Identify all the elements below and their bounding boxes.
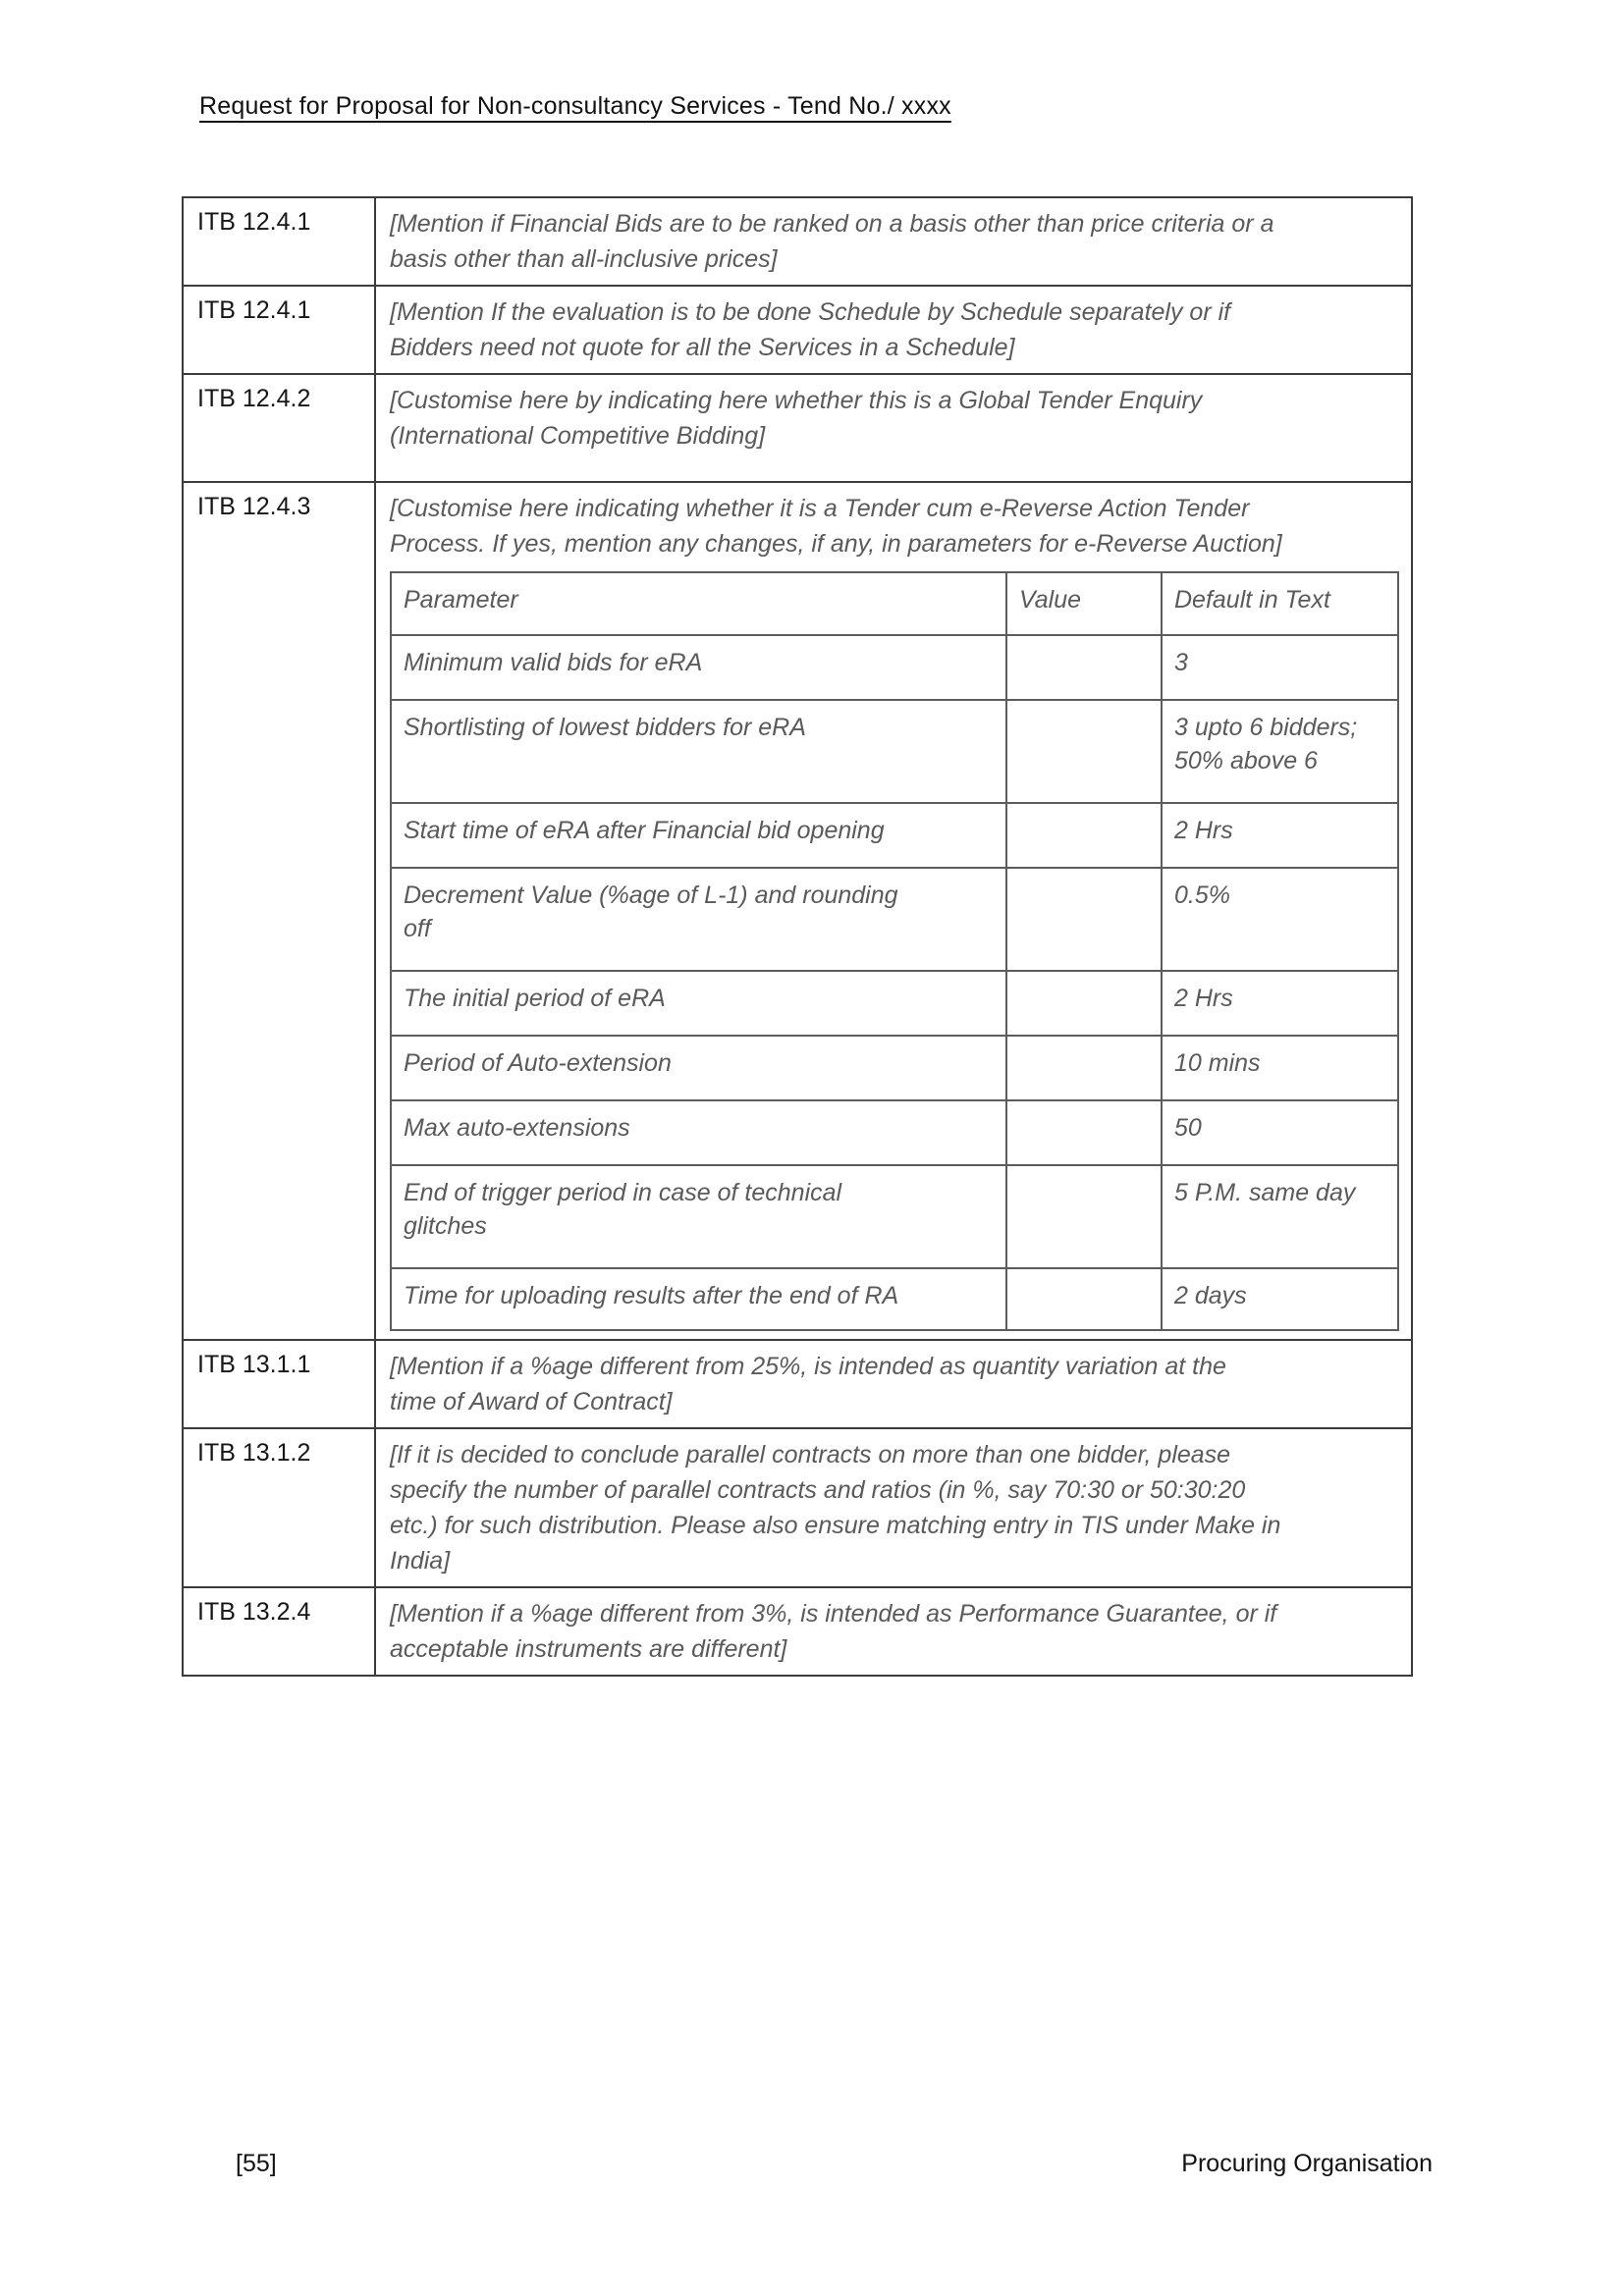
table-row [183,482,1412,1340]
clause-cell [375,286,1412,374]
table-row [183,286,1412,374]
page-number: [55] [236,2150,277,2177]
clause-id: ITB 12.4.1 [183,286,375,374]
clause-cell [375,374,1412,482]
era-parameter-cell: Period of Auto-extension [391,1036,1006,1100]
table-row [183,1428,1412,1587]
era-value-cell [1006,700,1162,803]
era-value-cell [1006,635,1162,700]
era-row [391,1268,1398,1330]
footer-organisation: Procuring Organisation [1181,2150,1433,2177]
clause-text: [If it is decided to conclude parallel contracts on more than one bidder, please specify the number of parallel contracts and ratios (in %, say 70:30 or 50:30:20 etc.) for such distribution. Please also ensure matching entry in TIS under Make in India] [390,1441,1281,1575]
clause-cell [375,1340,1412,1428]
era-parameters-table [390,571,1399,1331]
era-parameter-cell: Time for uploading results after the end of RA [391,1268,1006,1330]
clause-cell [375,1428,1412,1587]
era-default-cell: 10 mins [1162,1036,1398,1100]
era-parameter-cell: The initial period of eRA [391,971,1006,1036]
era-row [391,803,1398,868]
era-row [391,1100,1398,1165]
era-default-cell: 2 Hrs [1162,971,1398,1036]
clause-text: [Mention if Financial Bids are to be ranked on a basis other than price criteria or a basis other than all-inclusive prices] [390,210,1274,273]
era-value-cell [1006,1268,1162,1330]
clause-cell [375,1587,1412,1676]
era-value-cell [1006,1036,1162,1100]
era-parameter-cell: Start time of eRA after Financial bid opening [391,803,1006,868]
era-parameter-cell: Minimum valid bids for eRA [391,635,1006,700]
era-value-cell [1006,1165,1162,1268]
era-default-cell: 50 [1162,1100,1398,1165]
era-default-cell: 0.5% [1162,868,1398,971]
era-row [391,700,1398,803]
clause-text: [Mention if a %age different from 3%, is intended as Performance Guarantee, or if acceptable instruments are different] [390,1600,1277,1663]
era-parameter-cell: End of trigger period in case of technical glitches [391,1165,1006,1268]
era-header-row [391,572,1398,635]
clause-id: ITB 12.4.2 [183,374,375,482]
clause-id: ITB 13.1.2 [183,1428,375,1587]
table-row [183,197,1412,286]
era-parameter-cell: Shortlisting of lowest bidders for eRA [391,700,1006,803]
clause-cell [375,482,1412,1340]
era-row [391,635,1398,700]
page-header: Request for Proposal for Non-consultancy Services - Tend No./ xxxx [199,92,951,120]
era-default-cell: 2 Hrs [1162,803,1398,868]
clause-table [182,196,1413,1677]
era-value-cell [1006,1100,1162,1165]
era-value-cell [1006,868,1162,971]
era-default-cell: 5 P.M. same day [1162,1165,1398,1268]
clause-text: [Mention if a %age different from 25%, is intended as quantity variation at the time of Award of Contract] [390,1353,1226,1415]
era-header-default: Default in Text [1162,572,1398,635]
era-default-cell: 3 upto 6 bidders; 50% above 6 [1162,700,1398,803]
era-row [391,971,1398,1036]
clause-text: [Customise here indicating whether it is a Tender cum e-Reverse Action Tender Process. If yes, mention any changes, if any, in parameters for e-Reverse Auction] [390,495,1282,558]
clause-text: [Customise here by indicating here whether this is a Global Tender Enquiry (International Competitive Bidding] [390,387,1203,450]
era-default-cell: 2 days [1162,1268,1398,1330]
era-parameter-cell: Decrement Value (%age of L-1) and rounding off [391,868,1006,971]
era-header-value: Value [1006,572,1162,635]
era-value-cell [1006,803,1162,868]
table-row [183,1340,1412,1428]
clause-id: ITB 12.4.3 [183,482,375,1340]
era-header-parameter: Parameter [391,572,1006,635]
table-row [183,374,1412,482]
clause-id: ITB 13.2.4 [183,1587,375,1676]
era-parameter-cell: Max auto-extensions [391,1100,1006,1165]
table-row [183,1587,1412,1676]
clause-id: ITB 13.1.1 [183,1340,375,1428]
era-row [391,1036,1398,1100]
clause-id: ITB 12.4.1 [183,197,375,286]
clause-cell [375,197,1412,286]
clause-text: [Mention If the evaluation is to be done Schedule by Schedule separately or if Bidders need not quote for all the Services in a Schedule] [390,298,1231,361]
era-row [391,868,1398,971]
era-value-cell [1006,971,1162,1036]
era-row [391,1165,1398,1268]
era-default-cell: 3 [1162,635,1398,700]
